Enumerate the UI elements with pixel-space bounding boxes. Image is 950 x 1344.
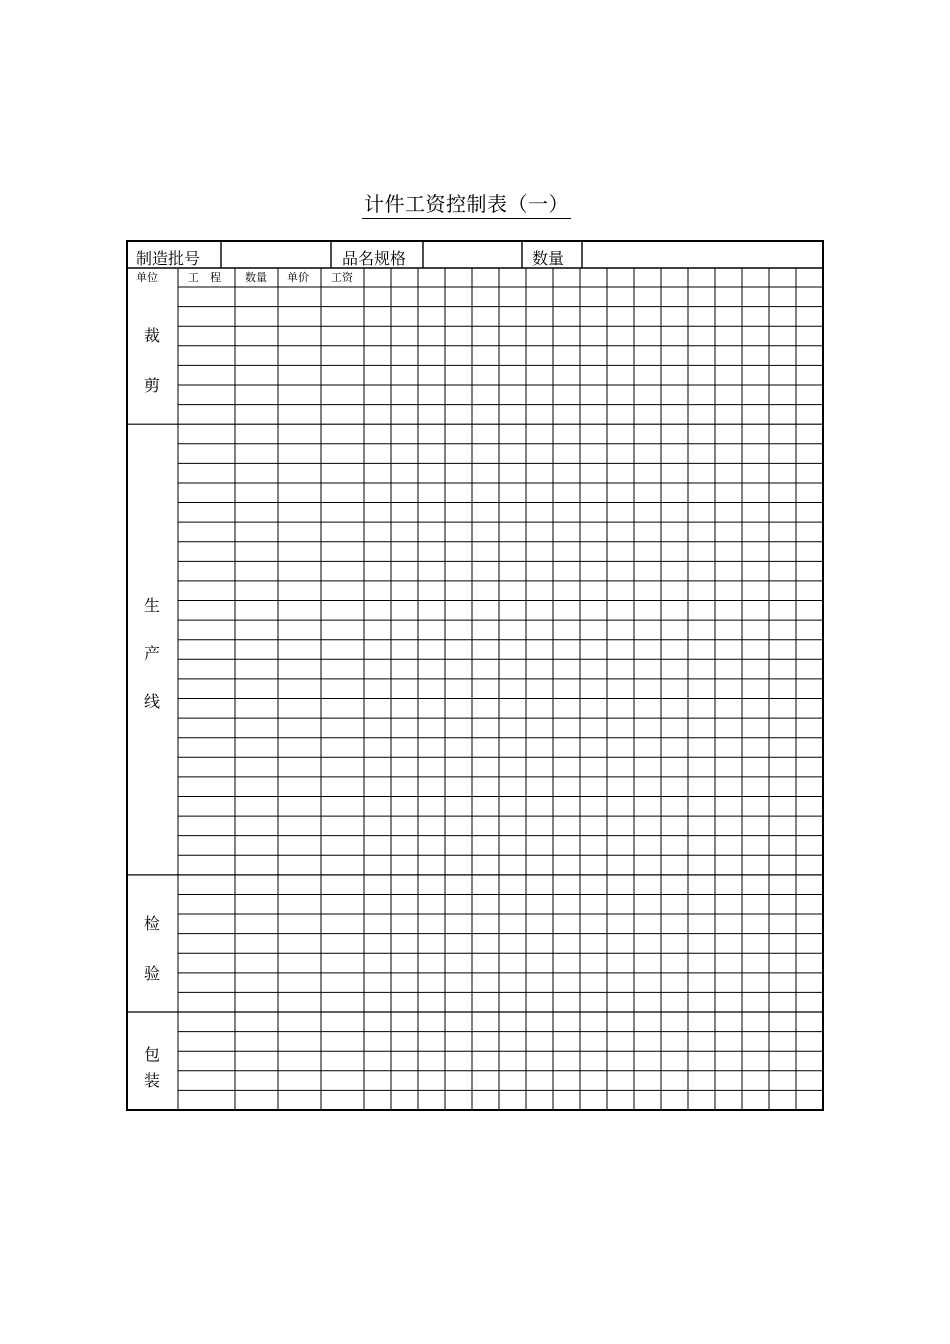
section-inspection-label xyxy=(126,914,178,984)
quantity-label: 数量 xyxy=(532,249,565,268)
wage-control-form xyxy=(126,240,824,1111)
section-char: 线 xyxy=(143,692,160,711)
section-packing-label xyxy=(126,1045,178,1091)
col-unit-label: 单位 xyxy=(136,271,158,284)
section-char: 裁 xyxy=(143,326,160,345)
col-process-label: 工 程 xyxy=(188,271,221,284)
col-wage-label: 工资 xyxy=(331,271,353,284)
section-char: 剪 xyxy=(143,376,160,395)
col-unit-price-label: 单价 xyxy=(287,271,309,284)
col-quantity-label: 数量 xyxy=(245,271,267,284)
section-production-line-label xyxy=(126,596,178,712)
page-title: 计件工资控制表（一） xyxy=(362,190,571,219)
section-char: 装 xyxy=(143,1071,160,1090)
product-spec-field[interactable] xyxy=(424,242,520,268)
section-char: 产 xyxy=(143,644,160,663)
section-char: 生 xyxy=(143,596,160,615)
quantity-field[interactable] xyxy=(584,242,822,268)
product-spec-label: 品名规格 xyxy=(342,249,407,268)
batch-number-label: 制造批号 xyxy=(136,249,201,268)
section-char: 验 xyxy=(143,964,160,983)
section-cutting-label xyxy=(126,326,178,396)
batch-number-field[interactable] xyxy=(222,242,330,268)
section-char: 包 xyxy=(143,1045,160,1064)
section-char: 检 xyxy=(143,914,160,933)
